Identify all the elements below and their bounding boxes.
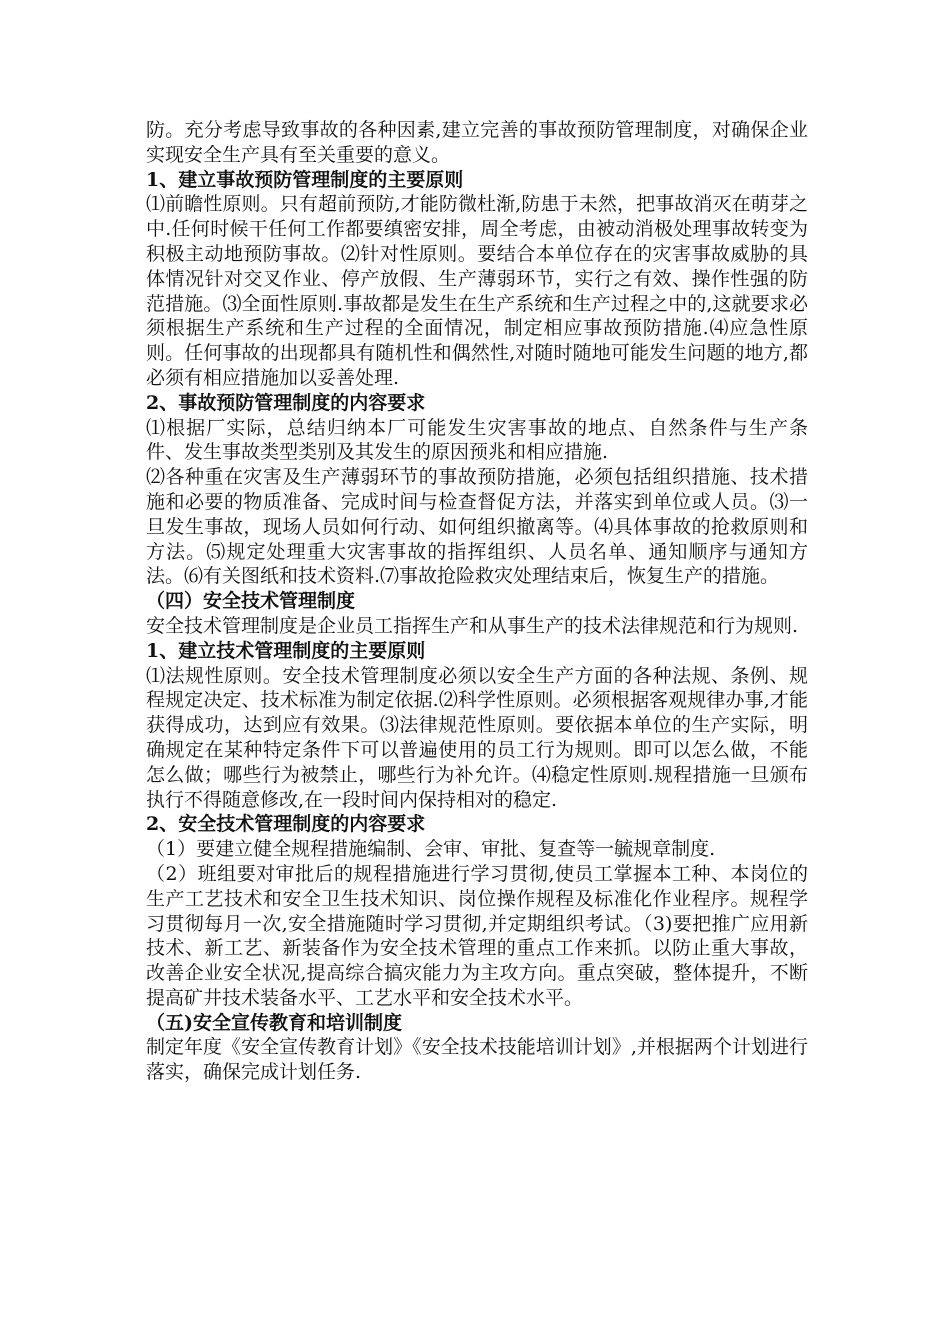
paragraph: 防。充分考虑导致事故的各种因素,建立完善的事故预防管理制度，对确保企业实现安全生产具有至关重要的意义。 [146,119,808,166]
section-heading: 1、建立技术管理制度的主要原则 [146,639,426,662]
section-heading: 1、建立事故预防管理制度的主要原则 [146,168,464,191]
paragraph: （2）班组要对审批后的规程措施进行学习贯彻,使员工掌握本工种、本岗位的生产工艺技术和安全卫生技术知识、岗位操作规程及标准化作业程序。规程学习贯彻每月一次,安全措施随时学习贯彻,并定期组织考试。（3)要把推广应用新技术、新工艺、新装备作为安全技术管理的重点工作来抓。以防止重大事故，改善企业安全状况,提高综合搞灾能力为主攻方向。重点突破，整体提升，不断提高矿井技术装备水平、工艺水平和安全技术水平。 [146,862,808,1009]
paragraph: ⑴根据厂实际，总结归纳本厂可能发生灾害事故的地点、自然条件与生产条件、发生事故类型类别及其发生的原因预兆和相应措施. [146,416,808,464]
chapter-heading: （五)安全宣传教育和培训制度 [146,1011,402,1034]
section-heading: 2、安全技术管理制度的内容要求 [146,813,426,836]
paragraph: ⑴法规性原则。安全技术管理制度必须以安全生产方面的各种法规、条例、规程规定决定、技术标准为制定依据.⑵科学性原则。必须根据客观规律办事,才能获得成功，达到应有效果。⑶法律规范性原则。要依据本单位的生产实际，明确规定在某种特定条件下可以普遍使用的员工行为规则。即可以怎么做，不能怎么做；哪些行为被禁止，哪些行为补允许。⑷稳定性原则.规程措施一旦颁布执行不得随意修改,在一段时间内保持相对的稳定. [146,664,808,811]
chapter-heading: （四）安全技术管理制度 [146,590,356,613]
paragraph: （1）要建立健全规程措施编制、会审、审批、复查等一毓规章制度. [146,838,716,861]
section-heading: 2、事故预防管理制度的内容要求 [146,391,426,414]
paragraph: ⑴前瞻性原则。只有超前预防,才能防微杜渐,防患于未然，把事故消灭在萌芽之中.任何时候干任何工作都要缜密安排，周全考虑，由被动消极处理事故转变为积极主动地预防事故。⑵针对性原则。要结合本单位存在的灾害事故威胁的具体情况针对交叉作业、停产放假、生产薄弱环节，实行之有效、操作性强的防范措施。⑶全面性原则.事故都是发生在生产系统和生产过程之中的,这就要求必须根据生产系统和生产过程的全面情况，制定相应事故预防措施.⑷应急性原则。任何事故的出现都具有随机性和偶然性,对随时随地可能发生问题的地方,都必须有相应措施加以妥善处理. [146,193,808,389]
paragraph: 安全技术管理制度是企业员工指挥生产和从事生产的技术法律规范和行为规则. [146,614,799,637]
paragraph: ⑵各种重在灾害及生产薄弱环节的事故预防措施，必须包括组织措施、技术措施和必要的物质准备、完成时间与检查督促方法，并落实到单位或人员。⑶一旦发生事故，现场人员如何行动、如何组织撤离等。⑷具体事故的抢救原则和方法。⑸规定处理重大灾害事故的指挥组织、人员名单、通知顺序与通知方法。⑹有关图纸和技术资料.⑺事故抢险救灾处理结束后，恢复生产的措施。 [146,466,808,588]
document-page [146,118,808,1085]
paragraph: 制定年度《安全宣传教育计划》《安全技术技能培训计划》,并根据两个计划进行落实，确保完成计划任务. [146,1036,808,1084]
